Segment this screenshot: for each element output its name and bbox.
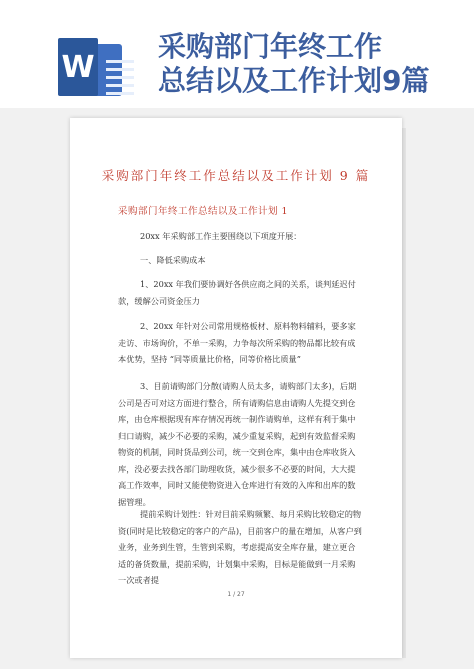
paragraph-plan: 提前采购计划性：针对目前采购频繁、每月采购比较稳定的物资(同时是比较稳定的客户的产品)，目前客户的量在增加，从客户到业务，业务到生管，生管到采购，考虑提高安全库存量，建立更合适的备货数量，提前采购，计划集中采购，目标是能做到一月采购一次或者提 — [118, 509, 362, 585]
paragraph-item-2: 2、20xx 年针对公司常用规格板材、原料物料辅料，要多家走访、市场询价，不单一采购，力争每次所采购的物品都比较有成本优势，坚持 “同等质量比价格，同等价格比质量” — [118, 321, 356, 364]
paragraph-heading: 一、降低采购成本 — [140, 255, 206, 265]
paragraph-item-3: 3、目前请购部门分散(请购人员太多，请购部门太多)，后期公司是否可对这方面进行整合，所有请购信息由请购人先提交到仓库，由仓库根据现有库存情况再统一制作请购单，这样有利于集中归口请购，减少不必要的采购，减少重复采购，起到有效监督采购物资的机制，同时货品到公司，统一交到仓库，集中由仓库收货入库，没必要去找各部门助理收货，减少很多不必要的时间，大大提高工作效率，同时又能使物资进入仓库进行有效的入库和出库的数据管理。 — [118, 381, 357, 507]
document-page — [70, 118, 402, 658]
page-number: 1 / 27 — [227, 591, 245, 598]
banner-title — [158, 30, 458, 98]
banner — [0, 0, 474, 108]
word-icon-badge: W — [58, 38, 98, 96]
paragraph-intro: 20xx 年采购部工作主要围绕以下项度开展： — [140, 231, 302, 241]
banner-title-line2: 总结以及工作计划9篇 — [158, 64, 430, 97]
section-subtitle: 采购部门年终工作总结以及工作计划 1 — [118, 206, 289, 217]
word-document-icon — [58, 38, 122, 100]
banner-title-line1: 采购部门年终工作 — [158, 30, 383, 63]
document-title: 采购部门年终工作总结以及工作计划 9 篇 — [101, 168, 371, 183]
paragraph-item-1: 1、20xx 年我们要协调好各供应商之间的关系，谈判延迟付款，缓解公司资金压力 — [118, 279, 356, 306]
